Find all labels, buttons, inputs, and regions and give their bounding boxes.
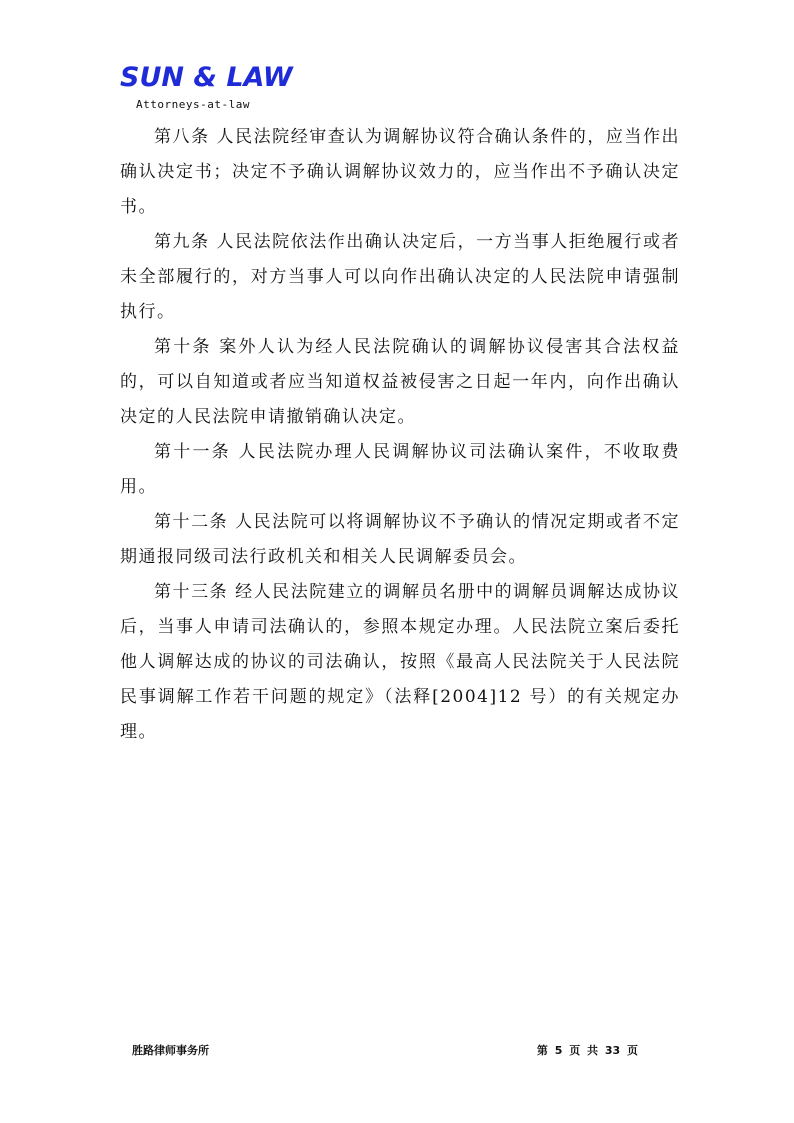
article-9: 第九条 人民法院依法作出确认决定后，一方当事人拒绝履行或者未全部履行的，对方当事人可以向作出确认决定的人民法院申请强制执行。 <box>120 232 680 322</box>
article-12: 第十二条 人民法院可以将调解协议不予确认的情况定期或者不定期通报同级司法行政机关和相关人民调解委员会。 <box>120 512 680 567</box>
logo-wordmark: SUN & LAW <box>120 62 293 93</box>
document-body <box>120 120 680 750</box>
footer-page-number: 第 5 页 共 33 页 <box>536 1044 638 1057</box>
article-13: 第十三条 经人民法院建立的调解员名册中的调解员调解达成协议后，当事人申请司法确认的，参照本规定办理。人民法院立案后委托他人调解达成的协议的司法确认，按照《最高人民法院关于人民法院民事调解工作若干问题的规定》（法释[2004]12 号）的有关规定办理。 <box>120 582 680 742</box>
article-10: 第十条 案外人认为经人民法院确认的调解协议侵害其合法权益的，可以自知道或者应当知道权益被侵害之日起一年内，向作出确认决定的人民法院申请撤销确认决定。 <box>120 337 680 427</box>
logo-tagline: Attorneys-at-law <box>136 98 250 111</box>
article-11: 第十一条 人民法院办理人民调解协议司法确认案件，不收取费用。 <box>120 442 680 497</box>
firm-logo <box>120 60 293 96</box>
article-8: 第八条 人民法院经审查认为调解协议符合确认条件的，应当作出确认决定书；决定不予确认调解协议效力的，应当作出不予确认决定书。 <box>120 127 680 217</box>
footer-firm-name: 胜路律师事务所 <box>132 1044 209 1057</box>
